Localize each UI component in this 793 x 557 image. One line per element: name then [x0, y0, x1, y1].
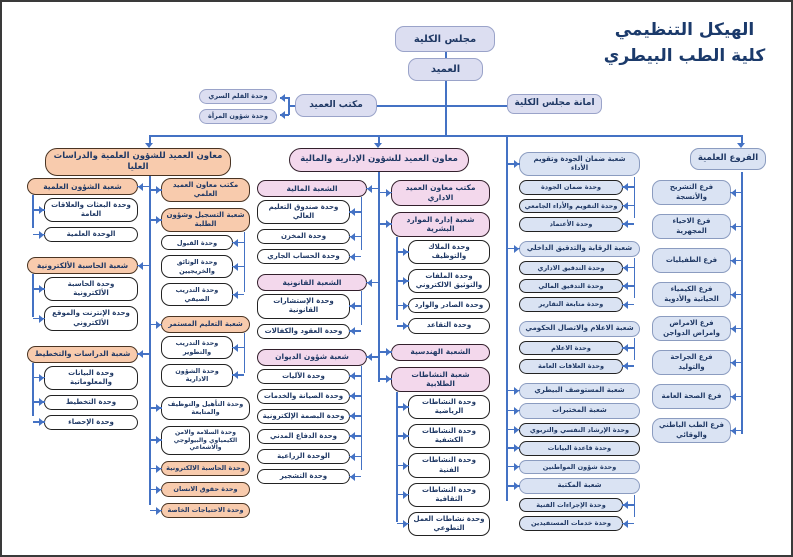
division-header: الشعبة القانونية	[257, 274, 367, 291]
unit-list	[519, 261, 640, 312]
unit-list	[161, 336, 250, 387]
division-group	[27, 178, 138, 247]
women-affairs-unit-box: وحدة شؤون المرأة	[199, 109, 277, 124]
unit-box: وحدة الدفاع المدني	[257, 429, 350, 444]
division-header: شعبة الشؤون العلمية	[27, 178, 138, 195]
unit-box: وحدة البعثات والعلاقات العامة	[44, 198, 138, 222]
unit-box: وحدة الإستشارات القانونية	[257, 294, 350, 318]
unit-box: وحدة المخزن	[257, 229, 350, 244]
unit-list	[257, 369, 367, 485]
unit-box: وحدة التدريب الصيفي	[161, 283, 233, 306]
unit-box: وحدة التأهيل والتوظيف والمتابعة	[161, 397, 250, 420]
connector	[149, 135, 742, 137]
unit-box: وحدة متابعة التقارير	[519, 297, 623, 311]
unit-box: وحدة التدقيق الاداري	[519, 261, 623, 275]
unit-box: وحدة التقاعد	[408, 318, 490, 333]
title-line1: الهيكل التنظيمي	[614, 20, 755, 40]
branch-box: فرع الجراحة والتوليد	[652, 350, 731, 375]
unit-box: وحدة البصمة الإلكترونية	[257, 409, 350, 424]
division-header: شعبة الدراسات والتخطيط	[27, 346, 138, 363]
dean-box: العميد	[408, 58, 483, 81]
arrowhead	[276, 94, 285, 102]
unit-box: وحدة النشاطات الكشفية	[408, 424, 490, 448]
branch-box: فرع الكيمياء الحياتية والأدوية	[652, 282, 731, 307]
division-header: شعبة المستوصف البيطري	[519, 383, 640, 399]
page-title	[592, 18, 777, 69]
unit-box: وحدة التشجير	[257, 469, 350, 484]
unit-list	[519, 341, 640, 374]
unit-list	[519, 498, 640, 531]
division-group	[391, 212, 490, 339]
unit-list	[27, 198, 138, 242]
office-box: مكتب معاون العميد الاداري	[391, 180, 490, 206]
unit-box: وحدة صندوق التعليم العالي	[257, 200, 350, 224]
unit-box: وحدة التقويم والأداء الجامعي	[519, 199, 623, 213]
column-branches	[652, 180, 731, 452]
division-group	[391, 367, 490, 541]
unit-box: الوحدة الزراعية	[257, 449, 350, 464]
council-secretariat-box: امانة مجلس الكلية	[507, 94, 602, 114]
division-group	[27, 257, 138, 335]
branch-box: فرع الطفيليات	[652, 248, 731, 273]
unit-box: وحدة العلاقات العامة	[519, 359, 623, 373]
unit-box: وحدة التخطيط	[44, 395, 138, 410]
unit-list	[161, 235, 250, 306]
unit-box: وحدة الحاسبة الالكترونية	[161, 461, 250, 476]
unit-list	[257, 200, 367, 264]
division-header: شعبة الحاسبة الألكترونية	[27, 257, 138, 274]
scientific-branches-header-box: الفروع العلمية	[690, 148, 766, 170]
division-group	[161, 208, 250, 311]
division-group	[519, 321, 640, 378]
column-scientific-office	[161, 178, 250, 524]
unit-box: وحدة الاعلام	[519, 341, 623, 355]
division-header: شعبة ضمان الجودة وتقويم الأداء	[519, 152, 640, 176]
branch-box: فرع التشريح والأنسجة	[652, 180, 731, 205]
unit-box: وحدة الأعتماد	[519, 217, 623, 231]
division-group	[519, 152, 640, 236]
arrowhead	[276, 111, 285, 119]
division-header: الشعبة المالية	[257, 180, 367, 197]
unit-box: وحدة قاعدة البيانات	[519, 441, 640, 455]
division-header: شعبة الرقابة والتدقيق الداخلي	[519, 241, 640, 257]
unit-box: وحدة الصادر والوارد	[408, 298, 490, 313]
division-group	[161, 316, 250, 392]
unit-box: وحدة الإنترنت والموقع الألكتروني	[44, 306, 138, 330]
scientific-deputy-box: معاون العميد للشؤون العلمية والدراسات العليا	[45, 148, 231, 176]
division-group	[519, 241, 640, 316]
unit-box: وحدة النشاطات الرياضية	[408, 395, 490, 419]
unit-box: وحدة الملاك والتوظيف	[408, 240, 490, 264]
division-header: شعبة التسجيل وشؤون الطلبة	[161, 208, 250, 232]
unit-box: وحدة الملفات والتوثيق الالكتروني	[408, 269, 490, 293]
division-header: شعبة الاعلام والاتصال الحكومي	[519, 321, 640, 337]
admin-deputy-box: معاون العميد للشؤون الإدارية والمالية	[289, 148, 469, 172]
unit-box: وحدة الاحتياجات الخاصة	[161, 503, 250, 518]
unit-box: وحدة التدقيق المالي	[519, 279, 623, 293]
unit-box: وحدة حقوق الانسان	[161, 482, 250, 497]
division-header: شعبة إدارة الموارد البشرية	[391, 212, 490, 238]
unit-list	[257, 294, 367, 338]
branch-box: فرع الطب الباطني والوقائي	[652, 418, 731, 443]
division-group	[519, 478, 640, 535]
division-group	[257, 349, 367, 490]
column-admin-left	[257, 180, 367, 494]
unit-box: وحدة العقود والكفالات	[257, 324, 350, 339]
title-line2: كلية الطب البيطري	[603, 45, 766, 66]
division-group	[257, 180, 367, 269]
column-admin-right	[391, 180, 490, 546]
unit-list	[27, 277, 138, 330]
unit-box: وحدة الإجراءات الفنية	[519, 498, 623, 512]
dean-office-box: مكتب العميد	[295, 94, 377, 117]
unit-box: وحدة الإحصاء	[44, 415, 138, 430]
unit-box: وحدة البيانات والمعلوماتية	[44, 366, 138, 390]
unit-box: وحدة النشاطات الفنية	[408, 453, 490, 477]
column-scientific-divisions	[27, 178, 138, 445]
unit-list	[391, 240, 490, 334]
unit-list	[519, 180, 640, 231]
unit-box: وحدة الصيانة والخدمات	[257, 389, 350, 404]
connector	[288, 97, 290, 115]
spine-scientific	[149, 172, 151, 505]
unit-list	[391, 395, 490, 536]
unit-box: وحدة ضمان الجودة	[519, 180, 623, 194]
unit-box: وحدة النشاطات الثقافية	[408, 483, 490, 507]
unit-box: وحدة شؤون المواطنين	[519, 460, 640, 474]
unit-box: وحدة القبول	[161, 235, 233, 250]
column-divisions	[519, 152, 640, 540]
unit-box: وحدة التدريب والتطوير	[161, 336, 233, 359]
unit-list	[27, 366, 138, 430]
unit-box: وحدة الوثائق والخريجيين	[161, 255, 233, 278]
connector	[377, 105, 507, 107]
office-box: مكتب معاون العميد العلمي	[161, 178, 250, 202]
division-header: شعبة المختبرات	[519, 403, 640, 419]
unit-box: وحدة السلامة والامن الكيمياوي والبيولوجي والاشعاعي	[161, 426, 250, 455]
division-header: شعبة شؤون الديوان	[257, 349, 367, 366]
division-header: شعبة المكتبة	[519, 478, 640, 494]
confidential-registry-unit-box: وحدة القلم السري	[199, 89, 277, 104]
unit-box: الوحدة العلمية	[44, 227, 138, 242]
unit-box: وحدة الآليات	[257, 369, 350, 384]
unit-box: وحدة نشاطات العمل التطوعي	[408, 512, 490, 536]
division-group	[27, 346, 138, 435]
division-header: شعبة النشاطات الطلابية	[391, 367, 490, 393]
branch-box: فرع الامراض وامراض الدواجن	[652, 316, 731, 341]
unit-box: وحدة الحساب الجاري	[257, 249, 350, 264]
connector	[445, 81, 447, 136]
rail-divisions	[506, 135, 508, 501]
division-group	[257, 274, 367, 343]
branch-box: فرع الصحة العامة	[652, 384, 731, 409]
unit-box: وحدة خدمات المستفيدين	[519, 516, 623, 530]
division-header: الشعبة الهندسية	[391, 344, 490, 361]
unit-box: وحدة الإرشاد النفسي والتربوي	[519, 423, 640, 437]
unit-box: وحدة الحاسبة الألكترونية	[44, 277, 138, 301]
unit-box: وحدة الشؤون الادارية	[161, 364, 233, 387]
college-council-box: مجلس الكلية	[395, 26, 495, 52]
division-header: شعبة التعليم المستمر	[161, 316, 250, 333]
branch-box: فرع الاحياء المجهرية	[652, 214, 731, 239]
